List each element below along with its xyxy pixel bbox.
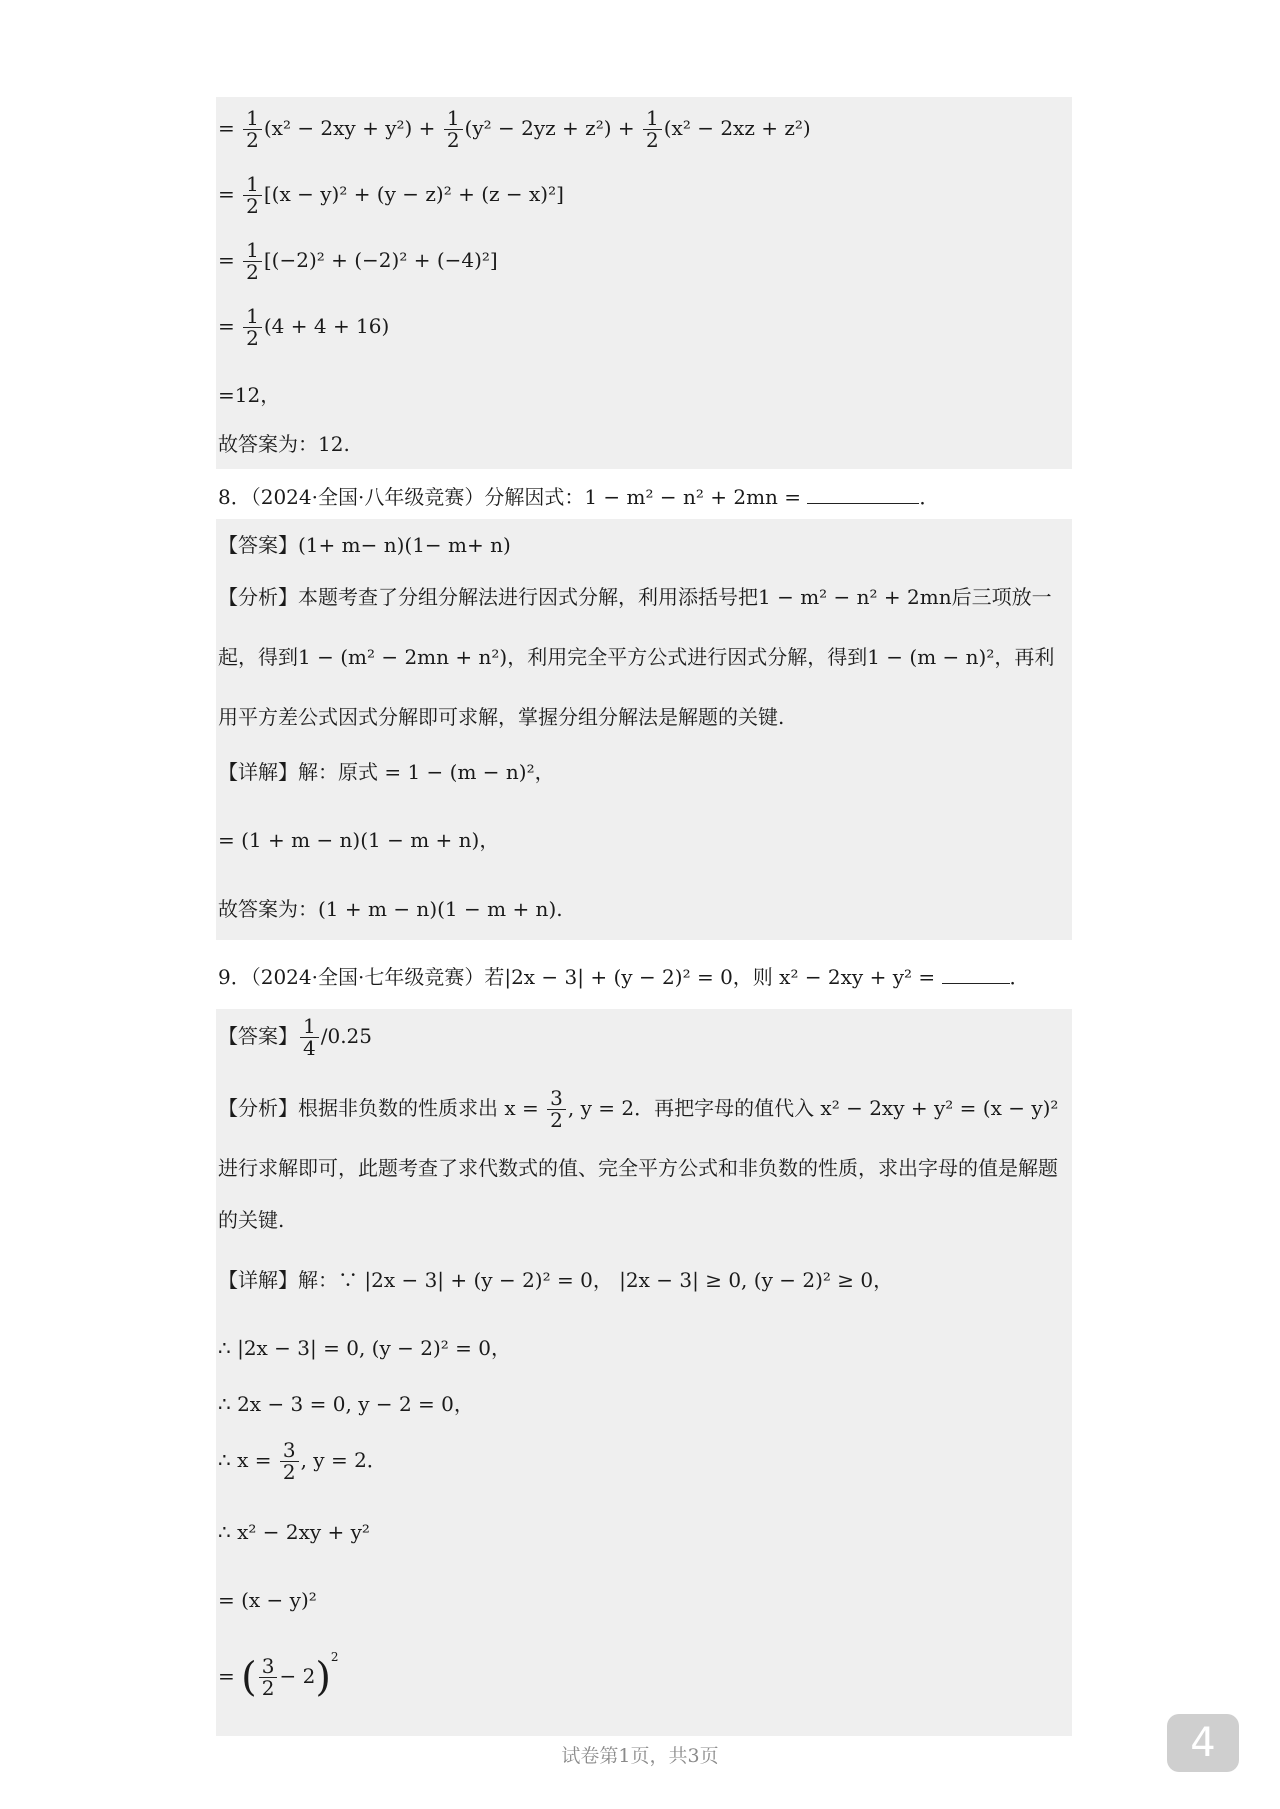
q9-analysis-rest: 进行求解即可，此题考查了求代数式的值、完全平方公式和非负数的性质，求出字母的值是解题的关键. [218,1156,1058,1232]
prev-answer: 故答案为：12. [218,432,350,456]
prev-step-5: =12， [218,383,281,407]
q9-step-6: = ( $\frac{3}{2}$ − 2)$^2$ [218,1650,339,1701]
q9-answer: 【答案】 $\frac{1}{4}$ /0.25 [218,1014,373,1060]
q9-detail: 【详解】解：∵ |2x − 3| + (y − 2)² = 0， |2x − 3| ≥ 0, (y − 2)² ≥ 0， [218,1268,894,1292]
page-footer: 试卷第1页，共3页 [561,1745,719,1767]
prev-step-1: = $\frac{1}{2}$ (x² − 2xy + y²) + $\frac{1}{2}$ (y² − 2yz + z²) + $\frac{1}{2}$ (x² − 2xz + z²) [218,106,811,152]
q9-step-1: ∴ |2x − 3| = 0, (y − 2)² = 0， [218,1336,511,1360]
prev-solution-block [216,97,1072,469]
prev-step-3: = $\frac{1}{2}$ [(−2)² + (−2)² + (−4)²] [218,238,498,284]
prev-step-4: = $\frac{1}{2}$ (4 + 4 + 16) [218,304,390,350]
q8-answer: 【答案】(1+ m− n)(1− m+ n) [218,533,511,557]
q8-analysis: 【分析】本题考查了分组分解法进行因式分解，利用添括号把1 − m² − n² + 2mn后三项放一起，得到1 − (m² − 2mn + n²)，利用完全平方公式进行因式分解，得到1 − (m − n)²，再利用平方差公式因式分解即可求解，掌握分组分解法是解题的关键. [218,585,1055,729]
q9-step-5: = (x − y)² [218,1588,317,1612]
q9-step-2: ∴ 2x − 3 = 0, y − 2 = 0， [218,1392,474,1416]
q8-stem: 8．（2024·全国·八年级竞赛）分解因式：1 − m² − n² + 2mn = ． [218,485,940,509]
q8-answer-blank [807,485,919,504]
prev-step-2: = $\frac{1}{2}$ [(x − y)² + (y − z)² + (z − x)²] [218,172,564,218]
q9-step-4: ∴ x² − 2xy + y² [218,1520,370,1544]
q9-answer-blank [942,965,1010,984]
q9-stem: 9．（2024·全国·七年级竞赛）若|2x − 3| + (y − 2)² = 0，则 x² − 2xy + y² = ． [218,965,1030,989]
page-number-badge[interactable]: 4 [1167,1714,1239,1772]
q8-step-1: = (1 + m − n)(1 − m + n)， [218,828,500,852]
q8-detail: 【详解】解：原式 = 1 − (m − n)²， [218,760,555,784]
q9-step-3: ∴ x = $\frac{3}{2}$ , y = 2． [218,1438,387,1484]
q9-analysis-line-1: 【分析】根据非负数的性质求出 x = $\frac{3}{2}$ , y = 2．再把字母的值代入 x² − 2xy + y² = (x − y)² [218,1086,1059,1132]
q8-final-answer: 故答案为：(1 + m − n)(1 − m + n). [218,897,563,921]
